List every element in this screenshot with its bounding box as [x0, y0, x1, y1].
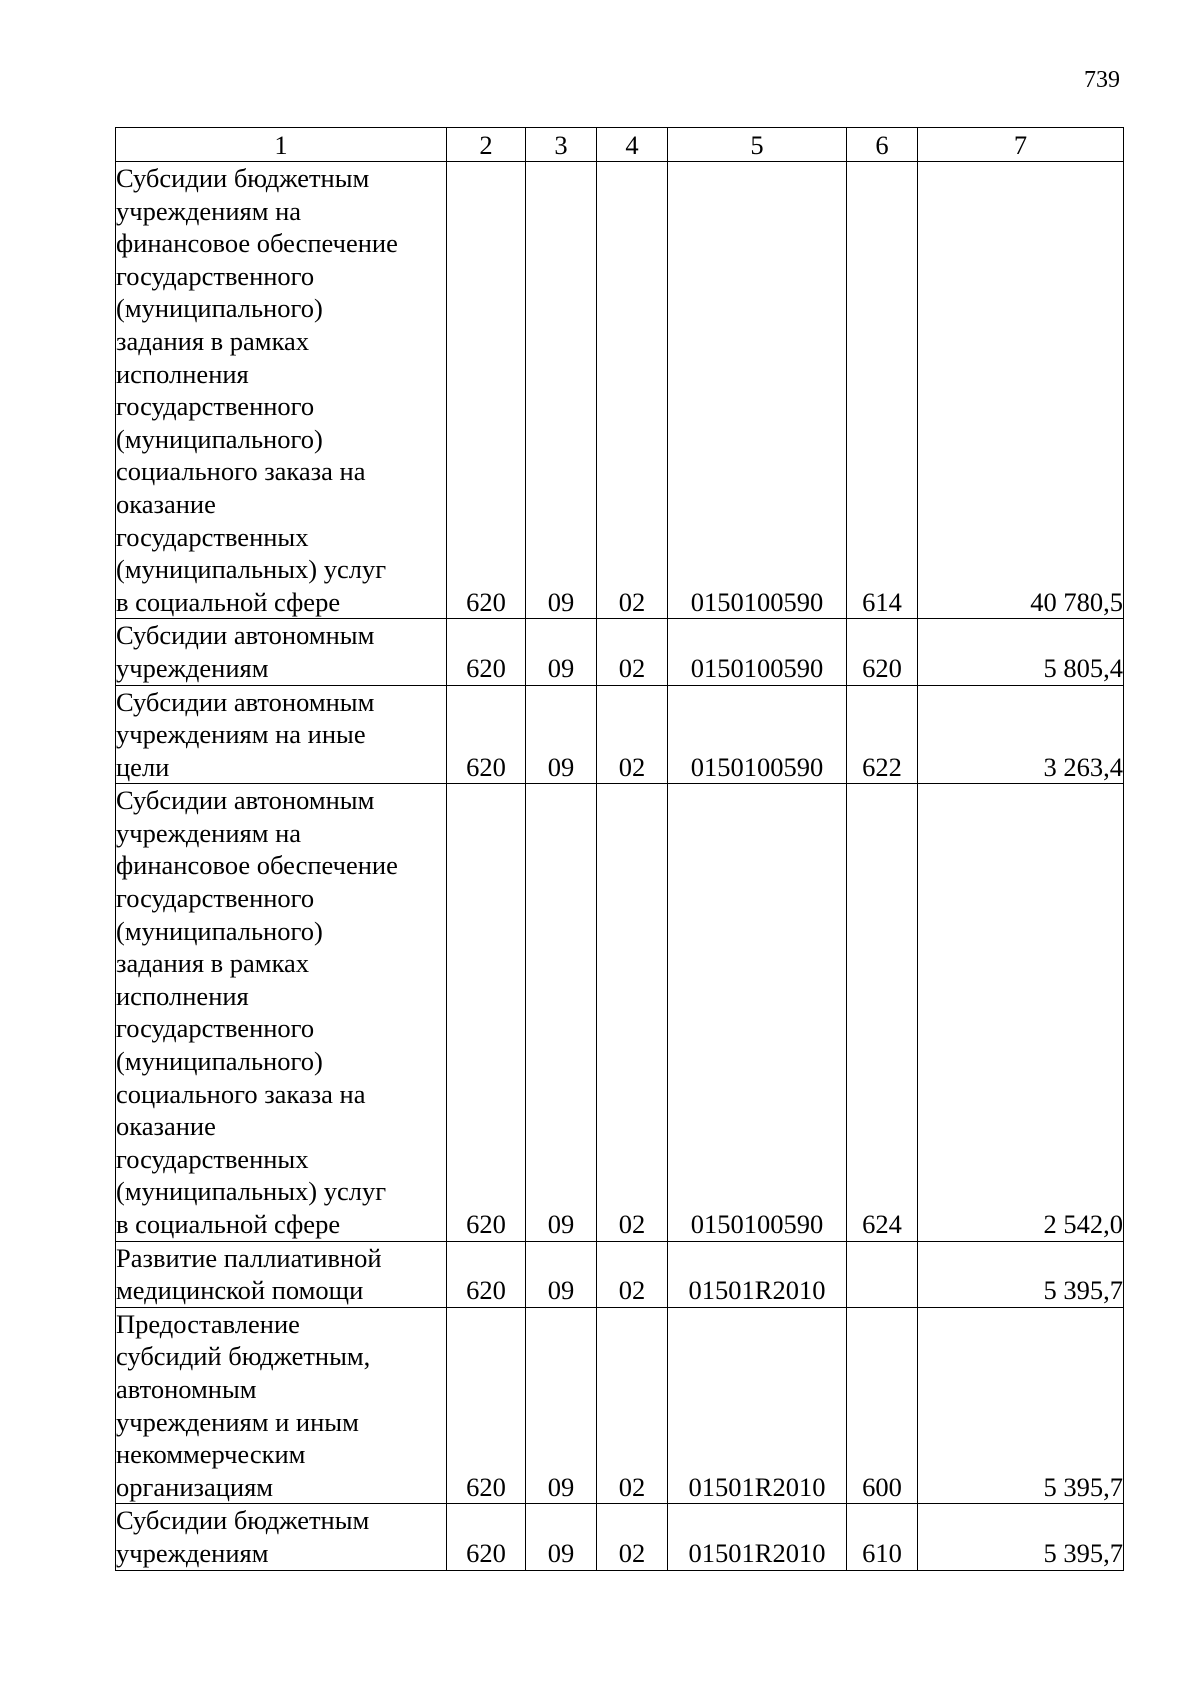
row-col-3: 09	[526, 1504, 597, 1570]
row-col-7: 5 395,7	[918, 1504, 1124, 1570]
row-col-5: 0150100590	[668, 619, 847, 685]
row-col-4: 02	[597, 619, 668, 685]
row-col-2: 620	[447, 1241, 526, 1307]
row-col-5: 01501R2010	[668, 1307, 847, 1504]
row-col-7: 5 395,7	[918, 1307, 1124, 1504]
row-col-4: 02	[597, 685, 668, 784]
row-col-5: 01501R2010	[668, 1241, 847, 1307]
row-col-3: 09	[526, 784, 597, 1241]
row-col-6: 600	[847, 1307, 918, 1504]
row-col-6: 624	[847, 784, 918, 1241]
row-col-2: 620	[447, 1504, 526, 1570]
row-col-6: 610	[847, 1504, 918, 1570]
table-row	[116, 1307, 1124, 1504]
row-col-3: 09	[526, 1241, 597, 1307]
row-description: Субсидии автономным учреждениям на иные цели	[116, 685, 447, 784]
row-col-3: 09	[526, 1307, 597, 1504]
header-col-1: 1	[116, 128, 447, 162]
header-col-4: 4	[597, 128, 668, 162]
row-description: Субсидии автономным учреждениям на финансовое обеспечение государственного (муниципального) задания в рамках исполнения государственного (муниципального) социального заказа на оказание государственных (муниципальных) услуг в социальной сфере	[116, 784, 447, 1241]
row-col-5: 0150100590	[668, 162, 847, 619]
row-col-7: 5 395,7	[918, 1241, 1124, 1307]
row-description: Развитие паллиативной медицинской помощи	[116, 1241, 447, 1307]
header-col-7: 7	[918, 128, 1124, 162]
row-col-2: 620	[447, 784, 526, 1241]
row-col-2: 620	[447, 162, 526, 619]
header-col-5: 5	[668, 128, 847, 162]
row-description: Субсидии бюджетным учреждениям	[116, 1504, 447, 1570]
table-row	[116, 784, 1124, 1241]
header-col-3: 3	[526, 128, 597, 162]
header-row	[116, 128, 1124, 162]
row-col-4: 02	[597, 1241, 668, 1307]
row-col-2: 620	[447, 1307, 526, 1504]
table-row	[116, 1504, 1124, 1570]
table-row	[116, 1241, 1124, 1307]
row-col-4: 02	[597, 1504, 668, 1570]
row-col-4: 02	[597, 1307, 668, 1504]
row-col-6: 622	[847, 685, 918, 784]
row-col-4: 02	[597, 784, 668, 1241]
row-col-3: 09	[526, 162, 597, 619]
row-col-7: 40 780,5	[918, 162, 1124, 619]
table-row	[116, 619, 1124, 685]
table-row	[116, 685, 1124, 784]
header-col-2: 2	[447, 128, 526, 162]
row-col-4: 02	[597, 162, 668, 619]
table-row	[116, 162, 1124, 619]
row-col-5: 0150100590	[668, 784, 847, 1241]
row-col-7: 3 263,4	[918, 685, 1124, 784]
row-col-7: 5 805,4	[918, 619, 1124, 685]
row-col-7: 2 542,0	[918, 784, 1124, 1241]
row-col-2: 620	[447, 619, 526, 685]
row-description: Предоставление субсидий бюджетным, автономным учреждениям и иным некоммерческим организациям	[116, 1307, 447, 1504]
row-col-3: 09	[526, 685, 597, 784]
header-col-6: 6	[847, 128, 918, 162]
row-description: Субсидии автономным учреждениям	[116, 619, 447, 685]
row-col-5: 0150100590	[668, 685, 847, 784]
row-col-6	[847, 1241, 918, 1307]
row-col-3: 09	[526, 619, 597, 685]
budget-table	[115, 127, 1124, 1571]
row-description: Субсидии бюджетным учреждениям на финансовое обеспечение государственного (муниципального) задания в рамках исполнения государственного (муниципального) социального заказа на оказание государственных (муниципальных) услуг в социальной сфере	[116, 162, 447, 619]
row-col-6: 614	[847, 162, 918, 619]
row-col-2: 620	[447, 685, 526, 784]
row-col-5: 01501R2010	[668, 1504, 847, 1570]
row-col-6: 620	[847, 619, 918, 685]
page-number: 739	[1084, 67, 1120, 93]
